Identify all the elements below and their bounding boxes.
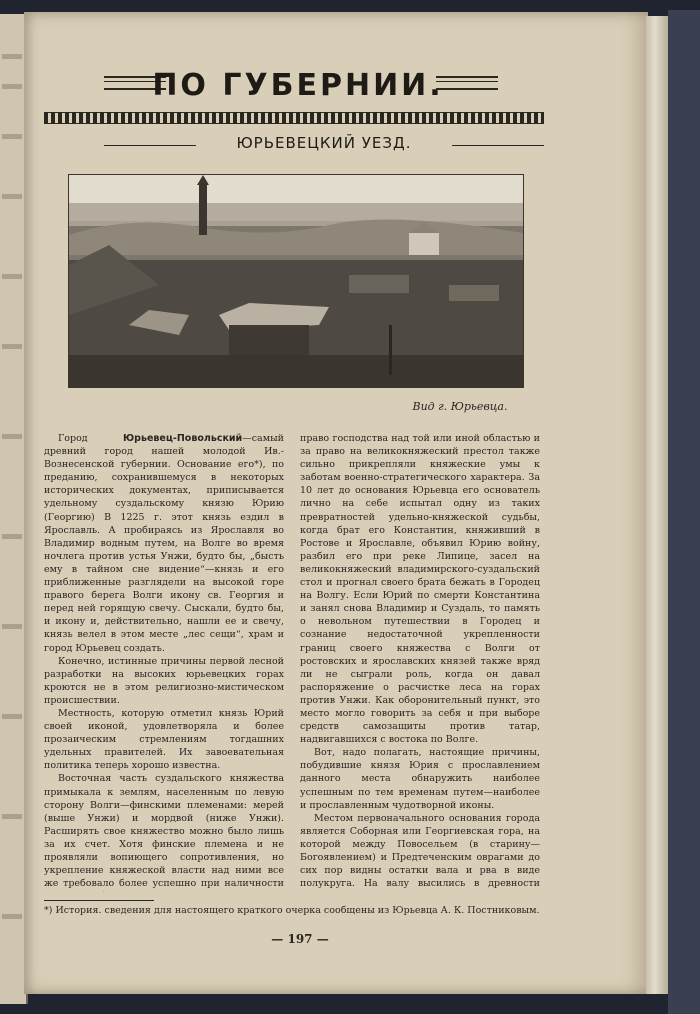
page-stack-edge	[646, 16, 668, 994]
paragraph: Местность, которую отметил князь Юрий своей иконой, удовлетворяла и более прозаическим стремлениям тогдашних удельных правителей. Их завоевательная политика теперь хорошо известна.	[44, 707, 284, 772]
town-name: Юрьевец-Повольский	[123, 433, 243, 444]
text-column-left	[44, 432, 284, 892]
town-photograph	[68, 174, 524, 388]
paragraph: Восточная часть суздальского княжества примыкала к землям, населенным по левую сторону Волги—финскими племенами: мерей (выше Унжи) и мордвой (ниже Унжи). Расширять свое княжество можно было лишь за их счет. Хотя финские племена и не проявляли вопиющего сопротивления, но укрепление княжеской власти над ними все же требовало более успешно при наличности	[44, 773, 284, 890]
section-heading	[44, 134, 544, 156]
page-title: ПО ГУБЕРНИИ.	[152, 68, 444, 103]
title-block	[44, 64, 544, 114]
text-column-right	[300, 432, 540, 892]
title-rule-right	[436, 76, 498, 90]
page-number: — 197 —	[271, 932, 329, 946]
paragraph: Вот, надо полагать, настоящие причины, побудившие князя Юрия с прославлением данного места обнаружить наиболее успешным по тем временам путем—наиболее и прославленным чудотворной иконы.	[300, 747, 540, 811]
footnote-rule	[44, 900, 154, 901]
heading-rule-left	[104, 145, 196, 146]
footnote: *) История. сведения для настоящего краткого очерка сообщены из Юрьевца А. К. Постниковым.	[44, 905, 540, 916]
paragraph: Конечно, истинные причины первой лесной разработки на высоких юрьевецких горах кроются не в этом религиозно-мистическом происшествии.	[44, 655, 284, 706]
photo-illustration	[69, 175, 523, 387]
section-title: ЮРЬЕВЕЦКИЙ УЕЗД.	[236, 134, 412, 152]
paragraph-lead: Город	[58, 433, 123, 444]
paragraph: Местом первоначального основания города является Соборная или Георгиевская гора, на которой между Повосельем (в старину—Богоявлением) и Предтеченским оврагами до сих пор видны остатки вала и рва в виде полукруга. На валу высились в древности	[300, 812, 540, 890]
book-cover-edge	[668, 10, 700, 1014]
paragraph	[44, 432, 284, 655]
paragraph-text: —самый древний город нашей молодой Ив.-Вознесенской губернии. Основание его*), по преданию, сохранившемуся в некоторых исторических документах, приписывается удельному суздальскому князю Юрию (Георгию) В 1225 г. этот князь ездил в Ярославль. А пробираясь из Ярославля во Владимир водным путем, на Волге во время ночлега против устья Унжи, будто бы, „бысть ему в тайном сне видение“—князь и его приближенные разглядели на высокой горе правого берега Волги икону св. Георгия и перед ней горящую свечу. Сыскали, будто бы, и икону и, действительно, нашли ее и свечу, князь велел в этом месте „лес сещи“, храм и город Юрьевец создать.	[44, 433, 284, 654]
photo-caption: Вид г. Юрьевца.	[412, 400, 508, 413]
ornamental-border	[44, 112, 544, 124]
paragraph: право господства над той или иной областью и за право на великокняжеский престол также сильно прикрепляли княжеские умы к заботам военно-стратегического характера. За 10 лет до основания Юрьевца его основатель лично на себе испытал одну из таких превратностей удельно-княжеской судьбы, когда брат его Константин, княживший в Ростове и Ярославле, объявил Юрию войну, разбил его при реке Липице, засел на великокняжеский владимирского-суздальский стол и прогнал своего брата бежать в Городец на Волгу. Если Юрий по смерти Константина и занял снова Владимир и Суздаль, то память о невольном путешествии в Городец и сознание недостаточной укрепленности границ своего княжества с Волги от ростовских и ярославских князей также вряд ли не сыграли роль, когда он давал распоряжение о расчистке леса на горах против Унжи. Как оборонительный пункт, это место могло говорить за себя и при выборе средств самозащиты против татар, надвигавшихся с востока по Волге.	[300, 433, 540, 746]
heading-rule-right	[452, 145, 544, 146]
